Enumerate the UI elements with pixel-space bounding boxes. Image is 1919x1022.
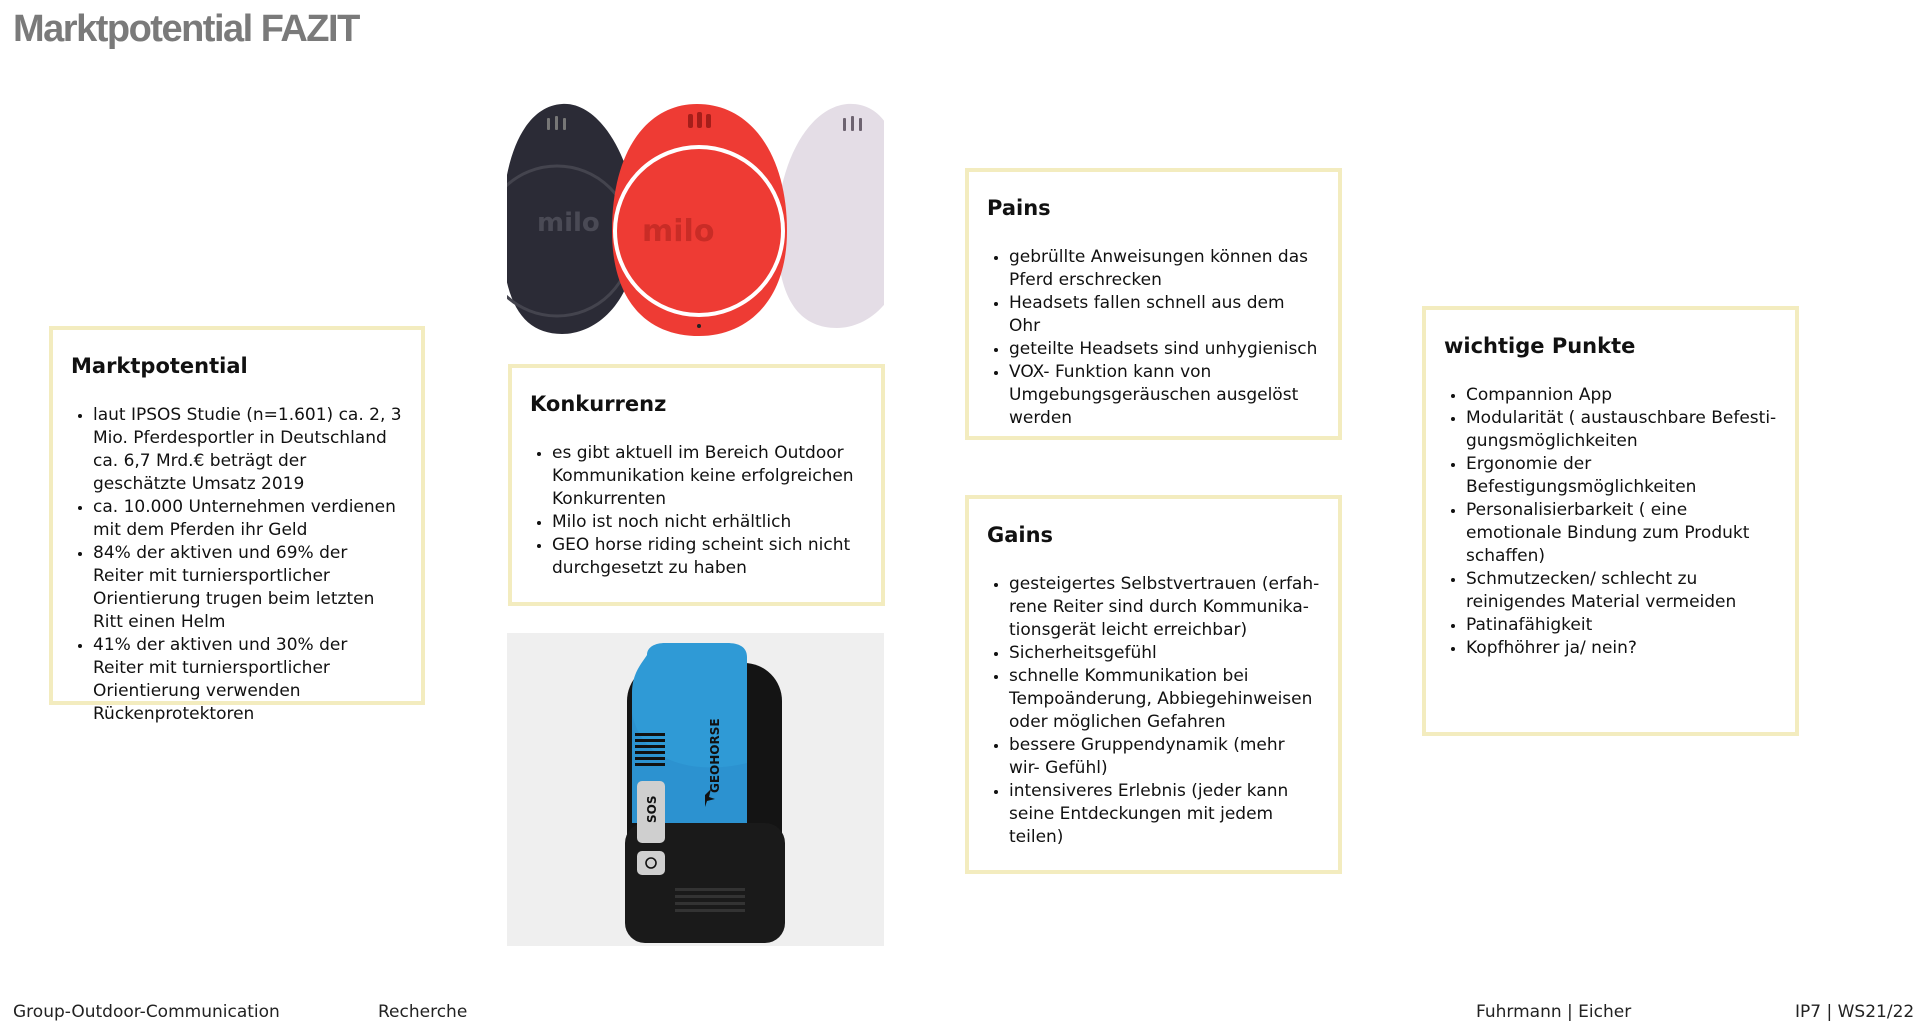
list-item: • gesteigertes Selbstvertrauen (erfah-rene Reiter sind durch Kommunika-tionsgerät leicht erreichbar): [1009, 573, 1320, 642]
list-item: • schnelle Kommunikation bei Tempoänderung, Abbiegehinweisen oder möglichen Gefahren: [1009, 665, 1320, 734]
pains-card: [965, 168, 1342, 440]
milo-device-white: [777, 104, 884, 328]
footer-project: Group-Outdoor-Communication: [13, 1002, 280, 1022]
wichtige-punkte-list: [1444, 384, 1777, 660]
milo-device-red: [612, 104, 787, 336]
pains-list: [987, 246, 1320, 430]
milo-product-image: [507, 96, 884, 338]
list-item: • laut IPSOS Studie (n=1.601) ca. 2, 3 Mio. Pferdesportler in Deutschland ca. 6,7 Mrd.€ beträgt der geschätzte Umsatz 2019: [93, 404, 403, 496]
gains-card: [965, 495, 1342, 874]
footer-authors: Fuhrmann | Eicher: [1476, 1002, 1632, 1022]
marktpotential-heading: Marktpotential: [71, 354, 248, 378]
geohorse-product-image: [507, 633, 884, 946]
list-item: • Personalisierbarkeit ( eine emotionale Bindung zum Produkt schaffen): [1466, 499, 1777, 568]
power-button: [637, 851, 665, 875]
konkurrenz-card: [508, 364, 885, 606]
gains-heading: Gains: [987, 523, 1054, 547]
konkurrenz-list: [530, 442, 863, 580]
list-item: • Sicherheitsgefühl: [1009, 642, 1320, 665]
geohorse-brand: GEOHORSE: [708, 718, 722, 793]
wichtige-punkte-card: [1422, 306, 1799, 736]
marktpotential-list: [71, 404, 403, 726]
list-item: • VOX- Funktion kann von Umgebungsgeräuschen ausgelöst werden: [1009, 361, 1320, 430]
list-item: • es gibt aktuell im Bereich Outdoor Kommunikation keine erfolgreichen Konkurrenten: [552, 442, 863, 511]
sos-label: SOS: [645, 795, 659, 823]
footer-course: IP7 | WS21/22: [1795, 1002, 1915, 1022]
page-title: Marktpotential FAZIT: [13, 8, 359, 50]
list-item: • Kopfhöhrer ja/ nein?: [1466, 637, 1777, 660]
wichtige-punkte-heading: wichtige Punkte: [1444, 334, 1636, 358]
milo-logo-red: milo: [642, 214, 715, 249]
marktpotential-card: [49, 326, 425, 724]
list-item: • geteilte Headsets sind unhygienisch: [1009, 338, 1320, 361]
list-item: • Milo ist noch nicht erhältlich: [552, 511, 863, 534]
milo-logo-black: milo: [537, 208, 600, 238]
pains-heading: Pains: [987, 196, 1051, 220]
list-item: • Schmutzecken/ schlecht zu reinigendes Material vermeiden: [1466, 568, 1777, 614]
list-item: • Patinafähigkeit: [1466, 614, 1777, 637]
list-item: • bessere Gruppendynamik (mehr wir- Gefühl): [1009, 734, 1320, 780]
list-item: • Headsets fallen schnell aus dem Ohr: [1009, 292, 1320, 338]
list-item: • Ergonomie der Befestigungsmöglichkeiten: [1466, 453, 1777, 499]
footer-section: Recherche: [378, 1002, 468, 1022]
list-item: • 41% der aktiven und 30% der Reiter mit turniersportlicher Orientierung verwenden Rückenprotektoren: [93, 634, 403, 726]
list-item: • 84% der aktiven und 69% der Reiter mit turniersportlicher Orientierung trugen beim letzten Ritt einen Helm: [93, 542, 403, 634]
list-item: • ca. 10.000 Unternehmen verdienen mit dem Pferden ihr Geld: [93, 496, 403, 542]
list-item: • intensiveres Erlebnis (jeder kann seine Entdeckungen mit jedem teilen): [1009, 780, 1320, 849]
list-item: • Compannion App: [1466, 384, 1777, 407]
gains-list: [987, 573, 1320, 849]
konkurrenz-heading: Konkurrenz: [530, 392, 667, 416]
list-item: • GEO horse riding scheint sich nicht durchgesetzt zu haben: [552, 534, 863, 580]
list-item: • gebrüllte Anweisungen können das Pferd erschrecken: [1009, 246, 1320, 292]
list-item: • Modularität ( austauschbare Befesti-gungsmöglichkeiten: [1466, 407, 1777, 453]
